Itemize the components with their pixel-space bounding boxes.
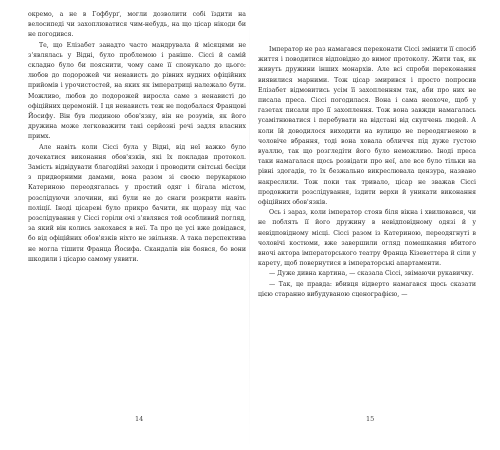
- left-page: [28, 10, 246, 265]
- left-paragraph-2: Те, що Елізабет занадто часто мандрувала й місяцями не з'являлась у Відні, було проблемою і раніше. Сіссі й самій складно було би пояснити, чому саме її спонукало до цього: любов до подорожей чи ненависть до рівних нудних офіційних прийомів і урочистостей, на яких як імператриці належало бути. Можливо, любов до подорожей виросла саме з ненависті до офіційних церемоній. І ця ненависть теж не подобалася Францові Йосифу. Він був людиною обов'язку, він не розумів, як його дружина може легковажити такі серйозні речі задля власних примх.: [28, 41, 246, 141]
- right-page-number: 15: [366, 415, 375, 423]
- right-paragraph-4: — Так, це правда: вбивця відверто намагався щось сказати цією старанно вибудуваною сценографією, —: [258, 280, 476, 298]
- left-paragraph-1: окремо, а не в Гофбурґ, могли дозволити собі їздити на велосипеді чи захоплюватися чим-небудь, на що цісар нікоди би не погодився.: [28, 11, 246, 39]
- page-gutter: [249, 0, 250, 450]
- right-page: [258, 45, 476, 300]
- left-paragraph-3: Але навіть коли Сіссі була у Відні, від неї важко було дочекатися виконання обов'язків, які їх покладав протокол. Замість відвідувати благодійні заходи і проводити світські бесіди з придворними дамами, вона разом зі своєю перукаркою Катериною переодягалась у простий одяг і бігала містом, розслідуючи злочини, які були не до снаги розкрити навіть поліції. Іноді цісареві було прикро бачити, як щоразу під час розслідування у Сіссі горіли очі з'являвся той особливий погляд, за який він колись закохався в неї. Та про це усі вже довідався, бо від офіційних обов'язків ніхто не звільняв. А така перспектива не могла тішити Франца Йосифа. Скандалів він боявся, бо вони шкодили і цісарю самому уявити.: [28, 143, 246, 263]
- right-paragraph-1: Імператор не раз намагався переконати Сіссі змінити її спосіб життя і поводитися відповідно до вимог протоколу. Жити так, як живуть дружини інших монархів. Але всі спроби переконання виявилися марними. Тож цісар змирився і просто попросив Елізабет відмовитись усім її захопленням так, аби про них не писала преса. Сіссі погодилася. Вона і сама неохоче, щоб у газетах писали про її захоплення. Тож вона завжди намагалась усамітнюватися і перебувати на відстані від скупчень людей. А коли їй доводилося виходити на вулицю не переодягненою в чоловіче вбрання, тоді вона ховала обличчя під дуже густою вуаллю, так що розгледіти його було неможливо. Іноді преса таки намагалася щось розвідати про неї, але все було тільки на рівні здогадів, то їх безжально викреслювала цензура, названо накреслили. Тож поки так тривало, цісар не зважав Сіссі продовжити розслідування, іздити верхи й уникати виконання офіційних обов'язків.: [258, 46, 476, 207]
- left-page-number: 14: [135, 415, 144, 423]
- right-paragraph-3: — Дуже дивна картина, — сказала Сіссі, звімаючи рукавичку.: [269, 270, 474, 278]
- right-paragraph-2: Ось і зараз, коли імператор стояв біля вікна і хвилювався, чи не поблять її його дружину в невідповідному одязі й у невідповідному місці. Сіссі разом із Катериною, переодягнуті в чоловічі костюми, вже завершили огляд помешкання вбитого вночі актора імператорського театру Франца Кізеветтера й сіли у карету, щоб повернутися в імператорські апартаменти.: [258, 209, 476, 268]
